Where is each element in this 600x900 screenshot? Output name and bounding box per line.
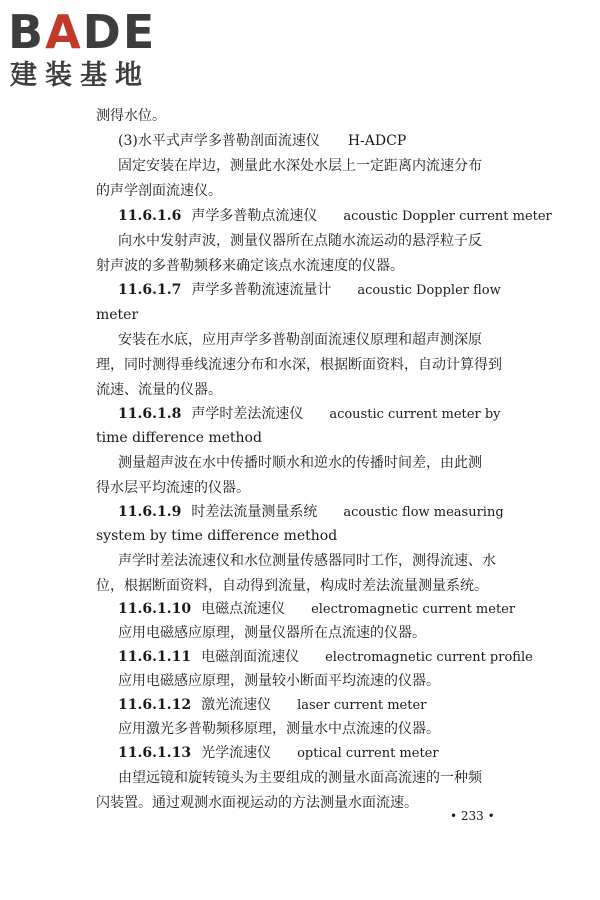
text-line: time difference method — [96, 430, 262, 446]
section-number: 11.6.1.7 — [118, 282, 182, 298]
section-heading — [118, 280, 538, 301]
section-title-en: acoustic flow measuring — [343, 505, 504, 520]
text-line: 由望远镜和旋转镜头为主要组成的测量水面高流速的一种频 — [118, 770, 482, 786]
text-line: 得水层平均流速的仪器。 — [96, 480, 250, 496]
section-title-en: electromagnetic current profile — [325, 650, 533, 665]
section-heading — [118, 599, 538, 620]
text-line: 位，根据断面资料，自动得到流量，构成时差法流量测量系统。 — [96, 578, 488, 594]
section-heading — [118, 743, 538, 764]
section-number: 11.6.1.10 — [118, 601, 192, 617]
text-line: 应用电磁感应原理，测量仪器所在点流速的仪器。 — [118, 625, 426, 641]
section-heading — [118, 647, 538, 668]
text-line: system by time difference method — [96, 528, 338, 544]
section-title-cn: 电磁剖面流速仪 — [201, 649, 300, 665]
section-title-en: acoustic current meter by — [329, 407, 501, 422]
text-line: 安装在水底，应用声学多普勒剖面流速仪原理和超声测深原 — [118, 332, 482, 348]
section-title-cn: 电磁点流速仪 — [201, 601, 286, 617]
section-title-en: acoustic Doppler flow — [357, 283, 501, 298]
section-heading — [118, 404, 538, 425]
text-line: 测得水位。 — [96, 108, 166, 124]
text-line: (3)水平式声学多普勒剖面流速仪 H-ADCP — [118, 133, 407, 149]
text-line: 流速、流量的仪器。 — [96, 382, 222, 398]
logo-subtitle: 建装基地 — [10, 60, 150, 91]
section-title-en: electromagnetic current meter — [311, 602, 516, 617]
text-line: 应用激光多普勒频移原理，测量水中点流速的仪器。 — [118, 721, 440, 737]
text-line: 的声学剖面流速仪。 — [96, 183, 222, 199]
section-title-cn: 声学时差法流速仪 — [191, 406, 304, 422]
logo-wordmark: BADE — [8, 5, 157, 59]
logo — [8, 6, 188, 96]
section-number: 11.6.1.8 — [118, 406, 182, 422]
section-heading — [118, 502, 538, 523]
section-title-cn: 光学流速仪 — [201, 745, 272, 761]
text-line: meter — [96, 307, 139, 323]
section-number: 11.6.1.9 — [118, 504, 182, 520]
section-title-cn: 时差法流量测量系统 — [191, 504, 318, 520]
section-number: 11.6.1.13 — [118, 745, 192, 761]
text-line: 理，同时测得垂线流速分布和水深，根据断面资料，自动计算得到 — [96, 357, 502, 373]
section-title-en: optical current meter — [297, 746, 439, 761]
section-number: 11.6.1.6 — [118, 208, 182, 224]
text-line: 应用电磁感应原理，测量较小断面平均流速的仪器。 — [118, 673, 440, 689]
section-number: 11.6.1.12 — [118, 697, 192, 713]
section-number: 11.6.1.11 — [118, 649, 192, 665]
section-title-cn: 声学多普勒流速流量计 — [191, 282, 332, 298]
text-line: 声学时差法流速仪和水位测量传感器同时工作，测得流速、水 — [118, 553, 496, 569]
text-line: 向水中发射声波，测量仪器所在点随水流运动的悬浮粒子反 — [118, 233, 482, 249]
text-line: 固定安装在岸边，测量此水深处水层上一定距离内流速分布 — [118, 158, 482, 174]
section-title-cn: 声学多普勒点流速仪 — [191, 208, 318, 224]
section-title-en: laser current meter — [297, 698, 427, 713]
text-line: 射声波的多普勒频移来确定该点水流速度的仪器。 — [96, 258, 404, 274]
text-line: 测量超声波在水中传播时顺水和逆水的传播时间差，由此测 — [118, 455, 482, 471]
section-title-en: acoustic Doppler current meter — [343, 209, 552, 224]
section-heading — [118, 206, 552, 227]
section-title-cn: 激光流速仪 — [201, 697, 272, 713]
section-heading — [118, 695, 538, 716]
page-number: • 233 • — [450, 809, 495, 823]
text-line: 闪装置。通过观测水面视运动的方法测量水面流速。 — [96, 795, 418, 811]
